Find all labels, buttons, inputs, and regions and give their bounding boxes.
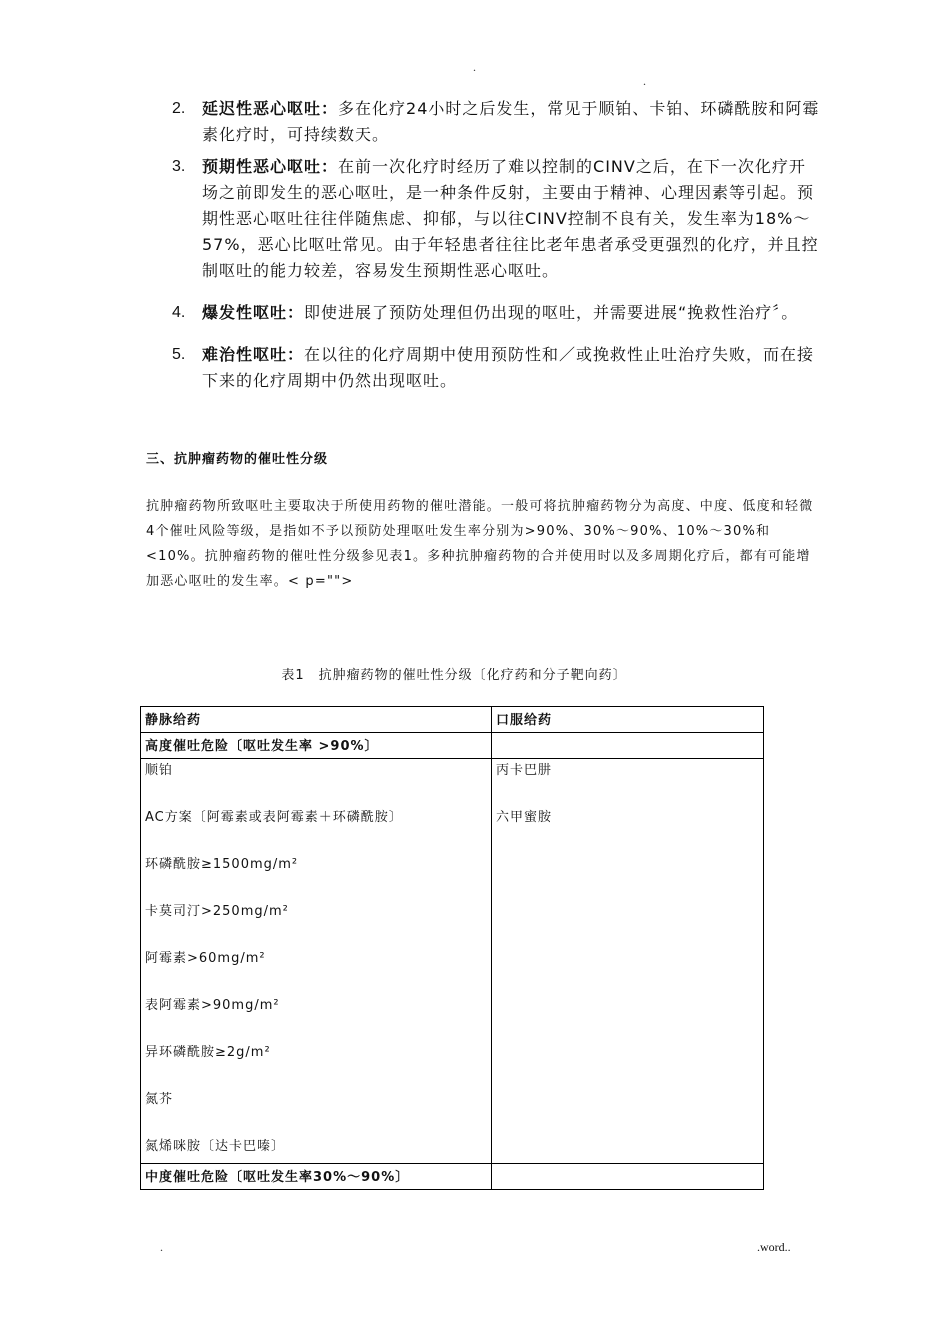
list-item-term: 难治性呕吐： — [202, 345, 305, 364]
empty-cell — [492, 1164, 764, 1190]
column-header-oral: 口服给药 — [492, 707, 764, 733]
oral-drug: 六甲蜜胺 — [496, 810, 553, 825]
iv-drug-cell — [141, 759, 492, 1164]
iv-drug: 氮芥 — [145, 1092, 174, 1107]
list-item-text: 多在化疗24小时之后发生，常见于顺铂、卡铂、环磷酰胺和阿霉素化疗时，可持续数天。 — [202, 99, 820, 144]
header-dot-left: . — [473, 60, 476, 74]
list-item-number: 4. — [172, 304, 186, 321]
list-item-term: 爆发性呕吐： — [202, 303, 305, 322]
risk-band-row — [141, 1164, 764, 1190]
emesis-type-list — [172, 96, 822, 394]
list-item — [172, 342, 822, 394]
list-item-text: 即使进展了预防处理但仍出现的呕吐，并需要进展“挽救性治疗〞。 — [304, 303, 799, 322]
oral-drug: 丙卡巴肼 — [496, 763, 553, 778]
list-item — [172, 154, 822, 284]
iv-drug: 顺铂 — [145, 763, 174, 778]
table-header-row — [141, 707, 764, 733]
moderate-risk-label: 中度催吐危险〔呕吐发生率30%～90%〕 — [141, 1164, 492, 1190]
table-caption: 表1 抗肿瘤药物的催吐性分级〔化疗药和分子靶向药〕 — [281, 668, 627, 683]
list-item-number: 2. — [172, 100, 186, 117]
list-item-text: 在以往的化疗周期中使用预防性和／或挽救性止吐治疗失败，而在接下来的化疗周期中仍然出现呕吐。 — [202, 345, 815, 390]
list-item-number: 3. — [172, 158, 186, 175]
list-item — [172, 300, 822, 326]
body-paragraph: 抗肿瘤药物所致呕吐主要取决于所使用药物的催吐潜能。一般可将抗肿瘤药物分为高度、中度、低度和轻微4个催吐风险等级，是指如不予以预防处理呕吐发生率分别为>90%、30%～90%、10%～30%和<10%。抗肿瘤药物的催吐性分级参见表1。多种抗肿瘤药物的合并使用时以及多周期化疗后，都有可能增加恶心呕吐的发生率。< p=""> — [146, 499, 814, 589]
list-item-text: 在前一次化疗时经历了难以控制的CINV之后，在下一次化疗开场之前即发生的恶心呕吐，是一种条件反射，主要由于精神、心理因素等引起。预期性恶心呕吐往往伴随焦虑、抑郁，与以往CINV控制不良有关，发生率为18%～57%，恶心比呕吐常见。由于年轻患者往往比老年患者承受更强烈的化疗，并且控制呕吐的能力较差，容易发生预期性恶心呕吐。 — [202, 157, 819, 280]
iv-drug: 异环磷酰胺≥2g/m² — [145, 1045, 271, 1060]
iv-drug: 阿霉素>60mg/m² — [145, 951, 266, 966]
iv-drug: 氮烯咪胺〔达卡巴嗪〕 — [145, 1139, 286, 1154]
iv-drug: 环磷酰胺≥1500mg/m² — [145, 857, 299, 872]
empty-cell — [492, 733, 764, 759]
iv-drug: AC方案〔阿霉素或表阿霉素＋环磷酰胺〕 — [145, 810, 403, 825]
risk-band-row — [141, 733, 764, 759]
header-dot-right: . — [643, 74, 646, 88]
list-item — [172, 96, 822, 148]
list-item-term: 预期性恶心呕吐： — [202, 157, 339, 176]
iv-drug: 卡莫司汀>250mg/m² — [145, 904, 289, 919]
drug-row — [141, 759, 764, 1164]
footer-word-mark: .word.. — [757, 1240, 791, 1254]
column-header-iv: 静脉给药 — [141, 707, 492, 733]
list-item-term: 延迟性恶心呕吐： — [202, 99, 339, 118]
section-title: 三、抗肿瘤药物的催吐性分级 — [146, 452, 329, 467]
emetogenic-table — [140, 706, 764, 1190]
footer-dot-left: . — [160, 1240, 163, 1254]
oral-drug-cell — [492, 759, 764, 1164]
list-item-number: 5. — [172, 346, 186, 363]
iv-drug: 表阿霉素>90mg/m² — [145, 998, 280, 1013]
high-risk-label: 高度催吐危险〔呕吐发生率 >90%〕 — [141, 733, 492, 759]
